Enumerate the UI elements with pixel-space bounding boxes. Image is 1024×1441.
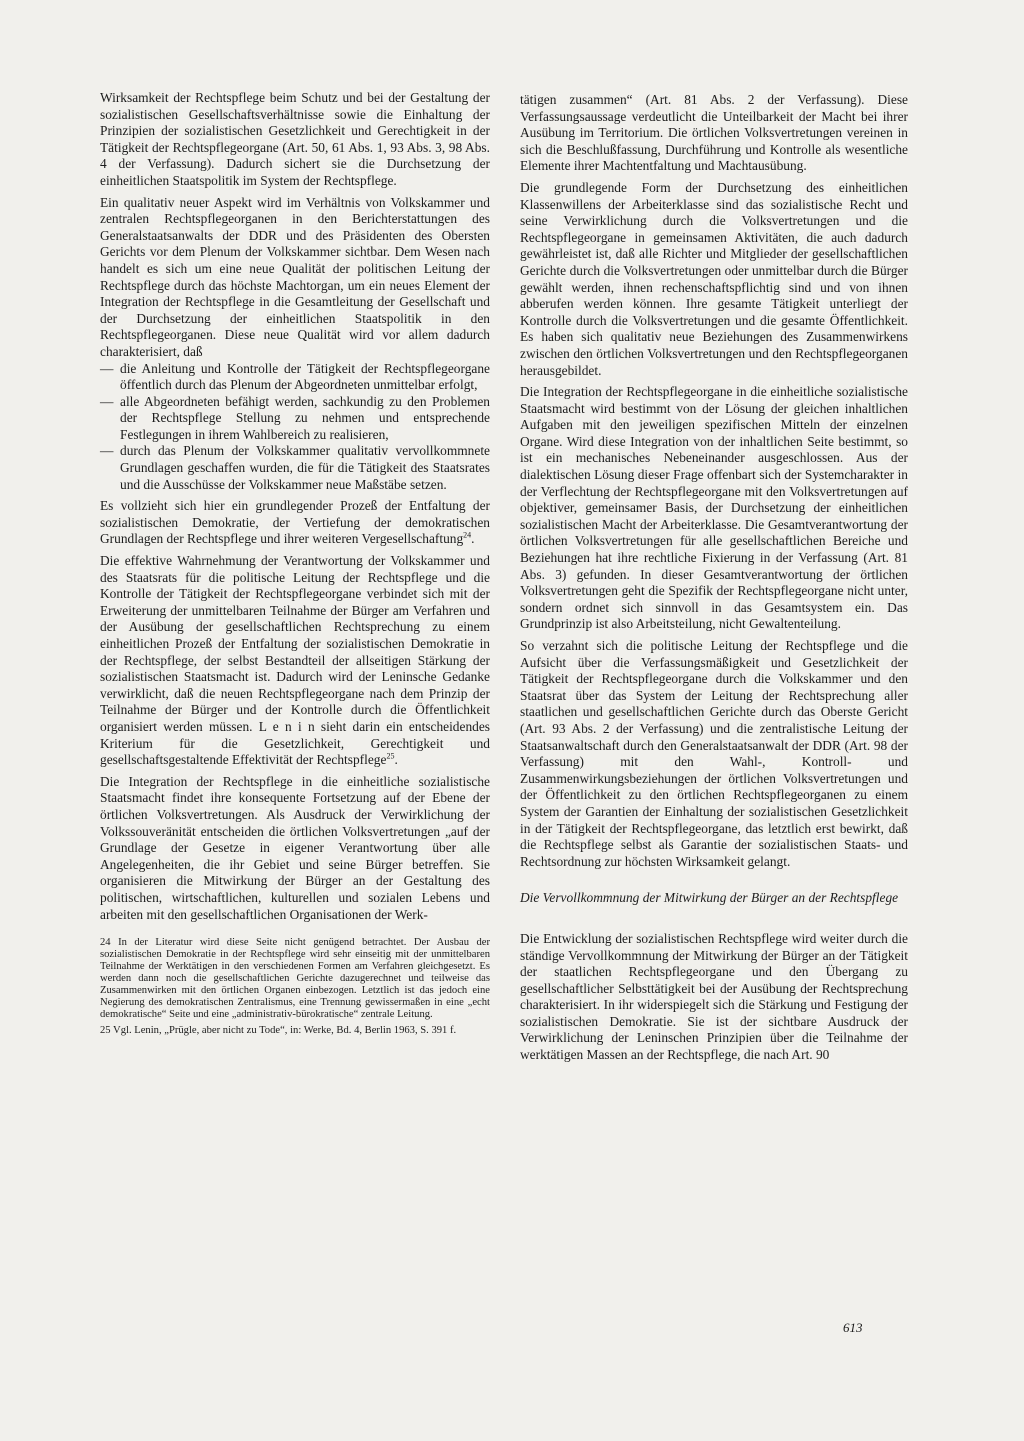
page-number: 613 bbox=[843, 1320, 863, 1335]
left-column bbox=[100, 90, 490, 1041]
paragraph: Es vollzieht sich hier ein grundlegender Prozeß der Entfaltung der sozialistischen Demokratie, der Vertiefung der demokratischen Grundlagen der Rechtspflege und ihrer weiteren Vergesellschaftung$^{24}$. bbox=[100, 498, 490, 547]
paragraph: Die Integration der Rechtspflegeorgane in die einheitliche sozialistische Staatsmacht wird bestimmt von der Lösung der gleichen inhaltlichen Aufgaben mit den jeweiligen spezifischen Mitteln der einzelnen Organe. Wird diese Integration von der inhaltlichen Seite bestimmt, so ist ein mechanisches Nebeneinander ausgeschlossen. Aus der dialektischen Lösung dieser Frage offenbart sich der Systemcharakter in der Verflechtung der Rechtspflegeorgane mit den Volksvertretungen auf objektiver, gemeinsamer Basis, der Durchsetzung der einheitlichen sozialistischen Macht der Arbeiterklasse. Die Gesamtverantwortung der örtlichen Volksvertretungen für alle gesellschaftlichen Bereiche und Beziehungen hat ihre rechtliche Fixierung in der Verfassung (Art. 81 Abs. 3) gefunden. In dieser Gesamtverantwortung der örtlichen Volksvertretungen geht die Spezifik der Rechtspflegeorgane nicht unter, sondern ordnet sich sinnvoll in das Gesamtsystem ein. Das Grundprinzip ist also Arbeitsteilung, nicht Gewaltenteilung. bbox=[520, 384, 908, 632]
right-column bbox=[520, 92, 908, 1069]
paragraph: Die Entwicklung der sozialistischen Rechtspflege wird weiter durch die ständige Vervollkommnung der Mitwirkung der Bürger an der Tätigkeit der staatlichen Rechtspflegeorgane und den Übergang zu gesellschaftlicher Selbsttätigkeit bei der Ausübung der Rechtsprechung charakterisiert. In ihr widerspiegelt sich die Stärkung und Festigung der sozialistischen Demokratie. Sie ist der sichtbare Ausdruck der Verwirklichung der Leninschen Prinzipien über die Teilnahme der werktätigen Massen an der Rechtspflege, die nach Art. 90 bbox=[520, 930, 908, 1063]
section-heading: Die Vervollkommnung der Mitwirkung der Bürger an der Rechtspflege bbox=[520, 890, 899, 906]
footnote-ref-24: 24 bbox=[463, 530, 472, 540]
footnote: 24 In der Literatur wird diese Seite nicht genügend betrachtet. Der Ausbau der sozialistischen Demokratie in der Rechtspflege wird sehr einseitig mit der unmittelbaren Teilnahme der Werktätigen in den verschiedenen Formen am Verfahren gleichgesetzt. Es werden dann noch die gesellschaftlichen Gerichte dazugerechnet und teilweise das Zusammenwirken mit den örtlichen Organen einbezogen. Letztlich ist das jedoch eine Negierung des demokratischen Zentralismus, eine Trennung gewissermaßen in eine „echt demokratische“ Seite und eine „administrativ-bürokratische“ zentrale Leitung. bbox=[100, 937, 490, 1021]
paragraph: Die effektive Wahrnehmung der Verantwortung der Volkskammer und des Staatsrats für die politische Leitung der Rechtspflege und die Kontrolle der Tätigkeit der Rechtspflegeorgane verbindet sich mit der Erweiterung der unmittelbaren Teilnahme der Bürger am Verfahren und der Ausübung der gesellschaftlichen Rechtsprechung zu einem einheitlichen Prozeß der Entfaltung der sozialistischen Demokratie in der Rechtspflege, der selbst Bestandteil der allseitigen Stärkung der sozialistischen Staatsmacht ist. Dadurch wird der Leninsche Gedanke verwirklicht, daß die neuen Rechtspflegeorgane nach dem Prinzip der Teilnahme der Bürger und der Kontrolle durch die Öffentlichkeit organisiert werden müssen. L e n i n sieht darin ein entscheidendes Kriterium für die Gesetzlichkeit, Gerechtigkeit und gesellschaftsgestaltende Effektivität der Rechtspflege$^{25}$. bbox=[100, 553, 490, 768]
paragraph: tätigen zusammen“ (Art. 81 Abs. 2 der Verfassung). Diese Verfassungsaussage verdeutlicht die Unteilbarkeit der Macht bei ihrer Ausübung im Territorium. Die örtlichen Volksvertretungen vereinen in sich die Beschlußfassung, Durchführung und Kontrolle als wesentliche Elemente ihrer Machtentfaltung und Machtausübung. bbox=[520, 92, 908, 174]
dash-marker: — bbox=[100, 443, 114, 459]
footnote-ref-25: 25 bbox=[386, 751, 395, 761]
list-item: — die Anleitung und Kontrolle der Tätigkeit der Rechtspflegeorgane öffentlich durch das Plenum der Abgeordneten unmittelbar erfolgt, bbox=[100, 360, 490, 393]
paragraph: Die Integration der Rechtspflege in die einheitliche sozialistische Staatsmacht findet ihre konsequente Fortsetzung auf der Ebene der örtlichen Volksvertretungen. Als Ausdruck der Verwirklichung der Volkssouveränität entscheiden die örtlichen Volksvertretungen „auf der Grundlage der Gesetze in eigener Verantwortung über alle Angelegenheiten, die ihr Gebiet und seine Bürger betreffen. Sie organisieren die Mitwirkung der Bürger an der Gestaltung des politischen, wirtschaftlichen, kulturellen und sozialen Lebens und arbeiten mit den gesellschaftlichen Organisationen der Werk- bbox=[100, 773, 490, 922]
paragraph: So verzahnt sich die politische Leitung der Rechtspflege und die Aufsicht über die Verfassungsmäßigkeit und Gesetzlichkeit der Tätigkeit der Rechtspflegeorgane durch die Volkskammer und den Staatsrat über das System der Leitung der Rechtsprechung aller staatlichen und gesellschaftlichen Gerichte durch das Oberste Gericht (Art. 93 Abs. 2 der Verfassung) und die zentralistische Leitung der Staatsanwaltschaft durch den Generalstaatsanwalt der DDR (Art. 98 der Verfassung) mit den Wahl-, Kontroll- und Zusammenwirkungsbeziehungen der örtlichen Volksvertretungen und der Öffentlichkeit zu den örtlichen Rechtspflegeorganen zu einem System der Garantien der Einhaltung der sozialistischen Gesetzlichkeit in der Tätigkeit der Rechtspflegeorgane, das letztlich erst bewirkt, daß die Rechtspflege selbst als Garantie der sozialistischen Staats- und Rechtsordnung zur höchsten Wirksamkeit gelangt. bbox=[520, 638, 908, 869]
dash-list bbox=[100, 361, 490, 494]
list-item: — alle Abgeordneten befähigt werden, sachkundig zu den Problemen der Rechtspflege Stellung zu nehmen und entsprechende Festlegungen in ihrem Wahlbereich zu realisieren, bbox=[100, 393, 490, 442]
paragraph: Wirksamkeit der Rechtspflege beim Schutz und bei der Gestaltung der sozialistischen Gesellschaftsverhältnisse sowie die Einhaltung der Prinzipien der sozialistischen Gesetzlichkeit und Gerechtigkeit in der Tätigkeit der Rechtspflegeorgane (Art. 50, 61 Abs. 1, 93 Abs. 3, 98 Abs. 4 der Verfassung). Dadurch sichert sie die Durchsetzung der einheitlichen Staatspolitik im System der Rechtspflege. bbox=[100, 90, 490, 188]
paragraph: Ein qualitativ neuer Aspekt wird im Verhältnis von Volkskammer und zentralen Rechtspflegeorganen in den Berichterstattungen des Generalstaatsanwalts der DDR und des Präsidenten des Obersten Gerichts vor dem Plenum der Volkskammer sichtbar. Dem Wesen nach handelt es sich um eine neue Qualität der politischen Leitung der Rechtspflege durch das höchste Machtorgan, um ein neues Element der Integration der Rechtspflege in die Gesamtleitung der Gesellschaft und der Durchsetzung der einheitlichen Staatspolitik in den Rechtspflegeorganen. Diese neue Qualität wird vor allem dadurch charakterisiert, daß bbox=[100, 194, 490, 359]
dash-marker: — bbox=[100, 393, 114, 409]
list-item: — durch das Plenum der Volkskammer qualitativ vervollkommnete Grundlagen geschaffen wurden, die für die Tätigkeit des Staatsrates und die Ausschüsse der Volkskammer neue Maßstäbe setzen. bbox=[100, 443, 490, 492]
dash-marker: — bbox=[100, 360, 114, 376]
footnote: 25 Vgl. Lenin, „Prügle, aber nicht zu Tode“, in: Werke, Bd. 4, Berlin 1963, S. 391 f. bbox=[100, 1025, 457, 1037]
paragraph: Die grundlegende Form der Durchsetzung des einheitlichen Klassenwillens der Arbeiterklasse sind das sozialistische Recht und seine Verwirklichung durch die Volksvertretungen und die Rechtspflegeorgane in gemeinsamen Aktivitäten, die auch dadurch gewährleistet ist, daß alle Richter und Mitglieder der gesellschaftlichen Gerichte durch die Volksvertretungen oder unmittelbar durch die Bürger gewählt werden, ihnen rechenschaftspflichtig sind und von ihnen abberufen werden können. Ihre gesamte Tätigkeit unterliegt der Kontrolle durch die Volksvertretungen und die gesamte Öffentlichkeit. Es haben sich qualitativ neue Beziehungen des Zusammenwirkens zwischen den örtlichen Volksvertretungen und den Rechtspflegeorganen herausgebildet. bbox=[520, 179, 908, 378]
